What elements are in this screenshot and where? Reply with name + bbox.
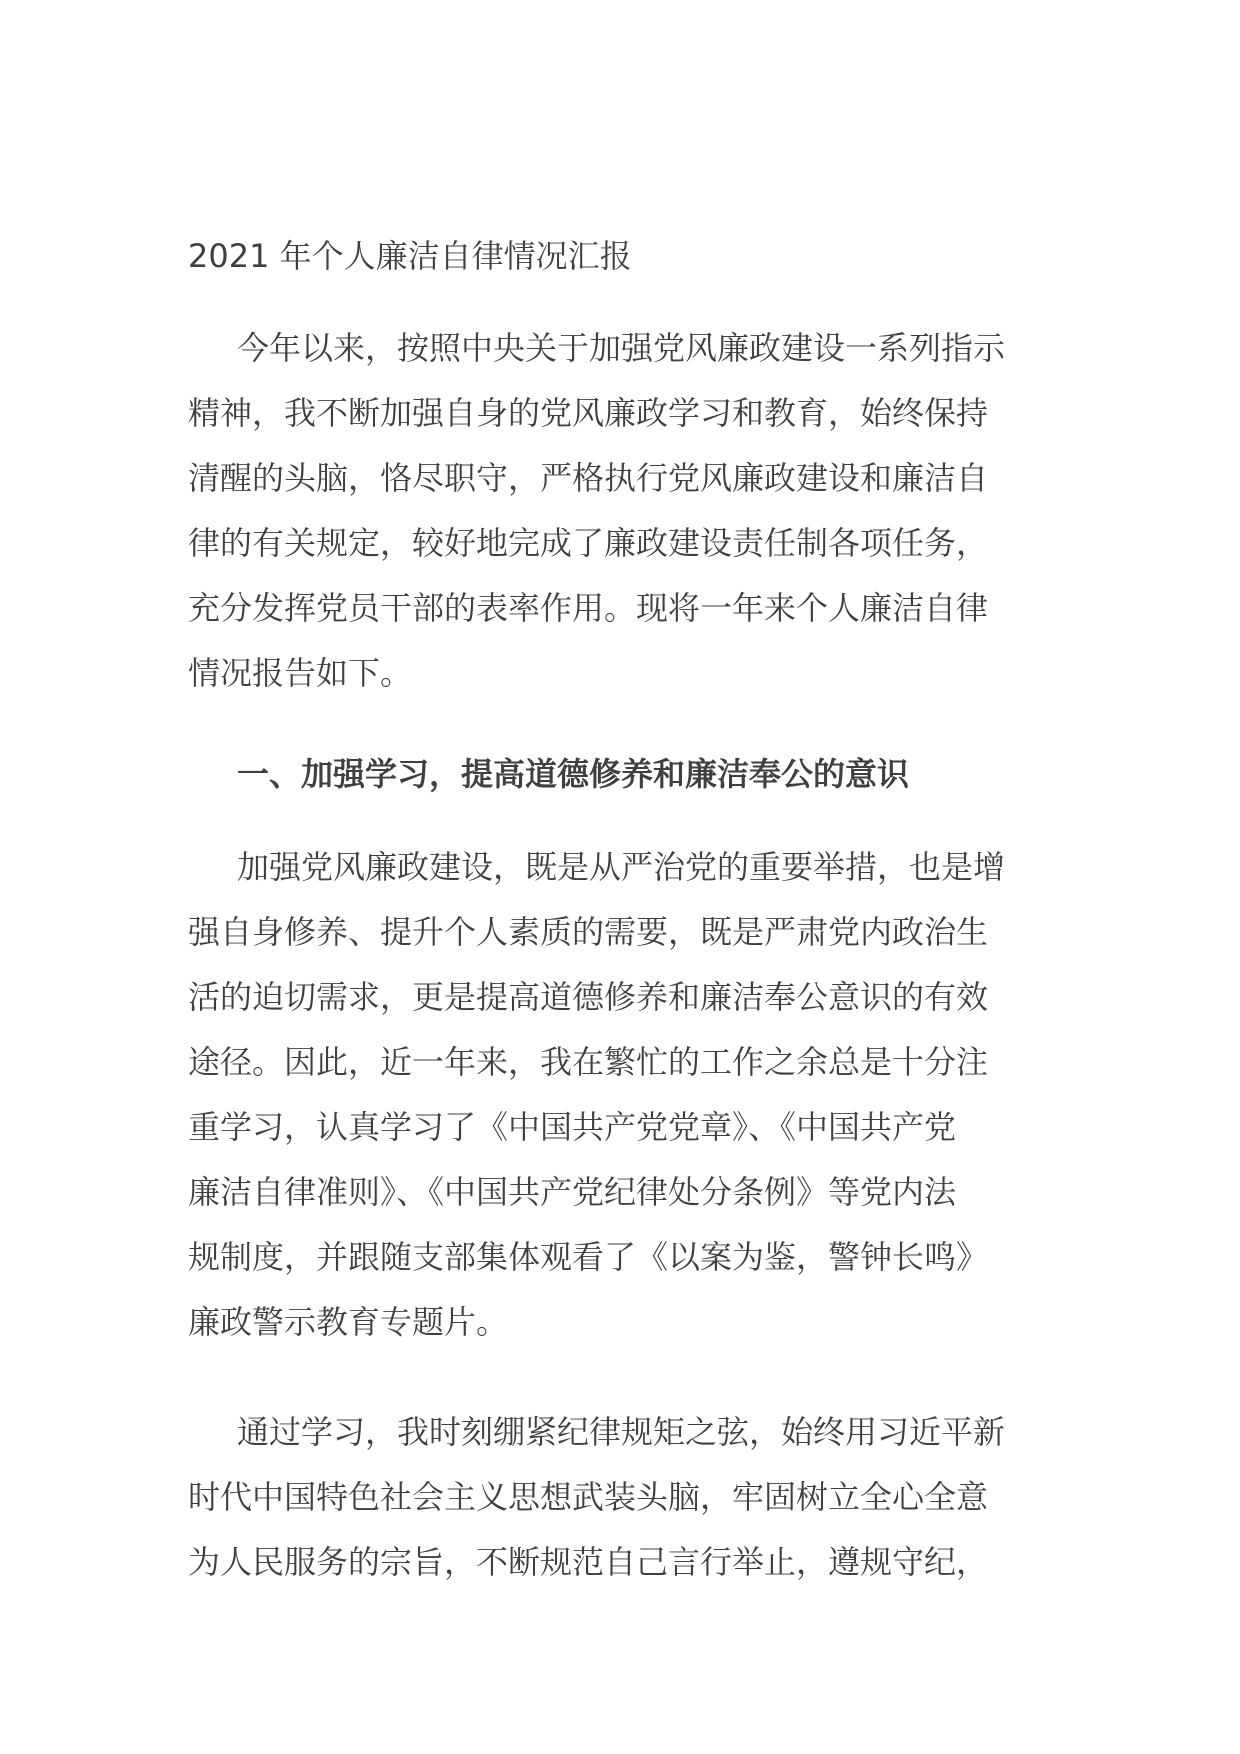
paragraph-line: 途径。因此，近一年来，我在繁忙的工作之余总是十分注	[188, 1043, 989, 1081]
paragraph-line: 精神，我不断加强自身的党风廉政学习和教育，始终保持	[188, 394, 989, 432]
paragraph-line: 为人民服务的宗旨，不断规范自己言行举止，遵规守纪，	[188, 1543, 989, 1581]
intro-paragraph	[188, 316, 1068, 706]
paragraph-line: 律的有关规定，较好地完成了廉政建设责任制各项任务，	[188, 524, 989, 562]
paragraph-line: 通过学习，我时刻绷紧纪律规矩之弦，始终用习近平新	[237, 1413, 1006, 1451]
body-paragraph-2	[188, 1400, 1068, 1595]
paragraph-line: 规制度，并跟随支部集体观看了《以案为鉴，警钟长鸣》	[188, 1238, 989, 1276]
paragraph-line: 清醒的头脑，恪尽职守，严格执行党风廉政建设和廉洁自	[188, 459, 989, 497]
paragraph-line: 廉政警示教育专题片。	[188, 1303, 509, 1341]
paragraph-line: 重学习，认真学习了《中国共产党党章》、《中国共产党	[188, 1108, 957, 1146]
body-paragraph-1	[188, 835, 1068, 1355]
paragraph-line: 廉洁自律准则》、《中国共产党纪律处分条例》等党内法	[188, 1173, 957, 1211]
document-title: 2021 年个人廉洁自律情况汇报	[188, 237, 632, 275]
paragraph-line: 今年以来，按照中央关于加强党风廉政建设一系列指示	[237, 329, 1006, 367]
paragraph-line: 情况报告如下。	[188, 654, 413, 692]
paragraph-line: 充分发挥党员干部的表率作用。现将一年来个人廉洁自律	[188, 589, 989, 627]
paragraph-line: 加强党风廉政建设，既是从严治党的重要举措，也是增	[237, 848, 1006, 886]
section-heading: 一、加强学习，提高道德修养和廉洁奉公的意识	[237, 755, 910, 793]
paragraph-line: 时代中国特色社会主义思想武装头脑，牢固树立全心全意	[188, 1478, 989, 1516]
paragraph-line: 活的迫切需求，更是提高道德修养和廉洁奉公意识的有效	[188, 978, 989, 1016]
paragraph-line: 强自身修养、提升个人素质的需要，既是严肃党内政治生	[188, 913, 989, 951]
